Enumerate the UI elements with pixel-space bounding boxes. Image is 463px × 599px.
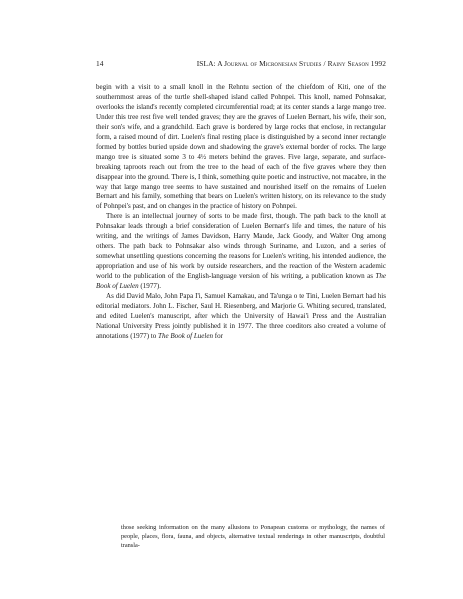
page-number: 14 [96, 59, 104, 68]
running-title: ISLA: A Journal of Micronesian Studies / Rainy Season 1992 [196, 59, 386, 68]
paragraph-3-end: for [213, 331, 224, 340]
page-header [96, 58, 386, 70]
paragraph-2-end: (1977). [138, 282, 161, 291]
article-body [96, 83, 386, 342]
paragraph-2-text: There is an intellectual journey of sorts to be made first, though. The path back to the knoll at Pohnsakar leads through a brief consideration of Luelen Bernart's life and times, the nature of his writing, and the writings of James Davidson, Harry Maude, Jack Goody, and Walter Ong among others. The path back to Pohnsakar also winds through Suriname, and Luzon, and a series of somewhat unsettling questions concerning the reasons for Luelen's writing, his intended audience, the appropriation and use of his work by outside researchers, and the reaction of the Western academic world to the publication of the English-language version of his writing, a publication known as [96, 212, 386, 281]
paragraph-3-text: As did David Malo, John Papa I'i, Samuel Kamakau, and Ta'unga o te Tini, Luelen Bernart had his editorial mediators. John L. Fischer, Saul H. Riesenberg, and Marjorie G. Whiting secured, translated, and edited Luelen's manuscript, after which the University of Hawai'i Press and the Australian National University Press jointly published it in 1977. The three coeditors also created a volume of annotations (1977) to [96, 292, 386, 340]
paragraph-2 [96, 212, 386, 292]
paragraph-1: begin with a visit to a small knoll in the Rehntu section of the chiefdom of Kiti, one of the southernmost areas of the turtle shell-shaped island called Pohnpei. This knoll, named Pohnsakar, overlooks the island's recently completed circumferential road; at its center stands a large mango tree. Under this tree rest five well tended graves; they are the graves of Luelen Bernart, his wife, their son, their son's wife, and a grandchild. Each grave is bordered by large rocks that enclose, in rectangular form, a raised mound of dirt. Luelen's final resting place is distinguished by a second inner rectangle formed by bottles buried upside down and shadowing the grave's external border of rocks. The large mango tree is situated some 3 to 4½ meters behind the graves. Five large, separate, and surface-breaking taproots reach out from the tree to the head of each of the five graves where they then disappear into the ground. There is, I think, something quite poetic and instructive, not macabre, in the way that large mango tree seems to have sustained and nourished itself on the remains of Luelen Bernart and his family, something that bears on Luelen's written history, on its relevance to the study of Pohnpei's past, and on changes in the practice of history on Pohnpei. [96, 83, 386, 211]
block-quote: those seeking information on the many allusions to Ponapean customs or mythology, the names of people, places, flora, fauna, and objects, alternative textual renderings in other manuscripts, doubtful transla- [121, 524, 385, 550]
book-title: The Book of Luelen [96, 272, 386, 291]
paragraph-3 [96, 292, 386, 342]
book-title: The Book of Luelen [158, 331, 214, 340]
